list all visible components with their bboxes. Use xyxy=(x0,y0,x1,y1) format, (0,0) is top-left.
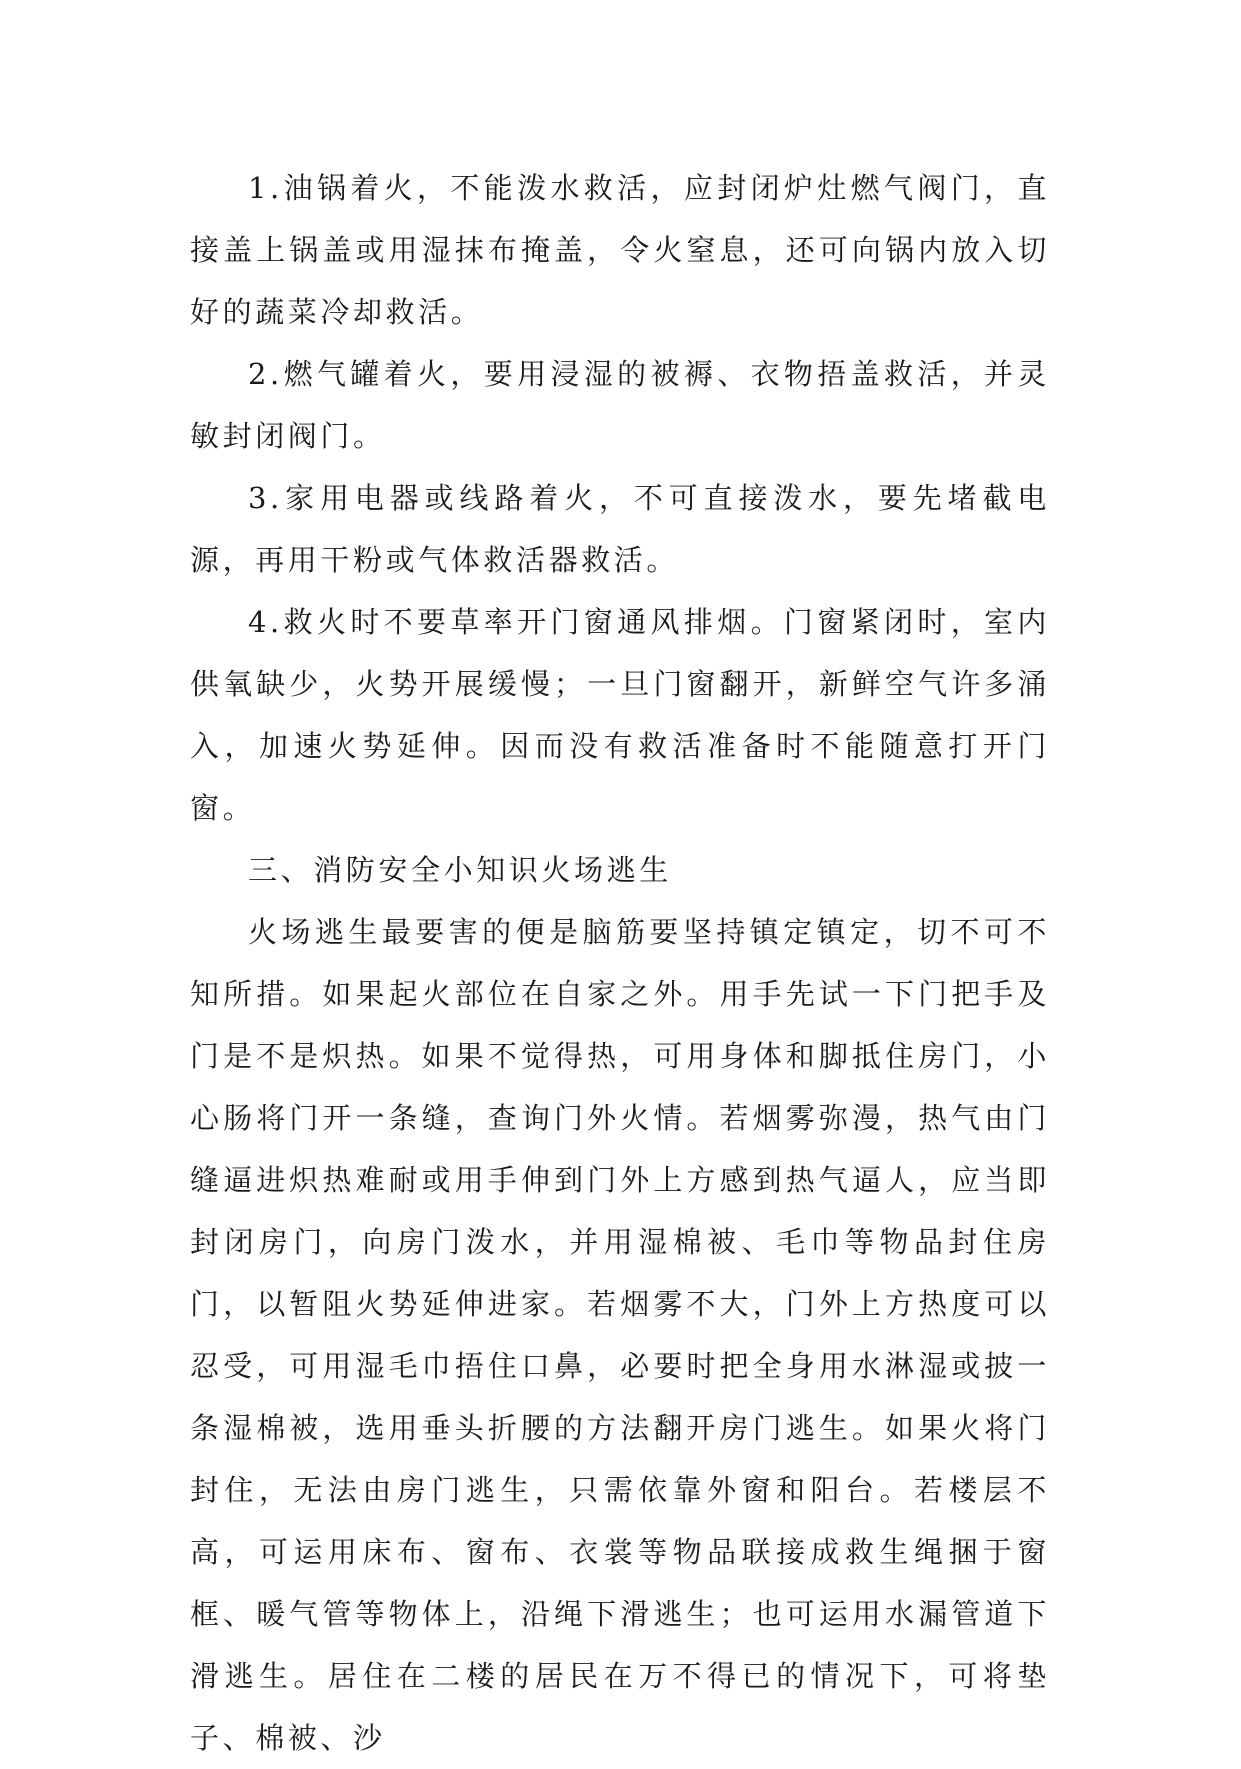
paragraph-oil-pan-fire: 1.油锅着火，不能泼水救活，应封闭炉灶燃气阀门，直接盖上锅盖或用湿抹布掩盖，令火窒息，还可向锅内放入切好的蔬菜冷却救活。 xyxy=(190,171,1050,329)
paragraph-electrical-fire: 3.家用电器或线路着火，不可直接泼水，要先堵截电源，再用干粉或气体救活器救活。 xyxy=(190,481,1050,577)
paragraph-fire-escape: 火场逃生最要害的便是脑筋要坚持镇定镇定，切不可不知所措。如果起火部位在自家之外。用手先试一下门把手及门是不是炽热。如果不觉得热，可用身体和脚抵住房门，小心肠将门开一条缝，查询门外火情。若烟雾弥漫，热气由门缝逼进炽热难耐或用手伸到门外上方感到热气逼人，应当即封闭房门，向房门泼水，并用湿棉被、毛巾等物品封住房门，以暂阻火势延伸进家。若烟雾不大，门外上方热度可以忍受，可用湿毛巾捂住口鼻，必要时把全身用水淋湿或披一条湿棉被，选用垂头折腰的方法翻开房门逃生。如果火将门封住，无法由房门逃生，只需依靠外窗和阳台。若楼层不高，可运用床布、窗布、衣裳等物品联接成救生绳捆于窗框、暖气管等物体上，沿绳下滑逃生；也可运用水漏管道下滑逃生。居住在二楼的居民在万不得已的情况下，可将垫子、棉被、沙 xyxy=(190,915,1050,1755)
document-body xyxy=(190,157,1050,1769)
section-heading-fire-escape: 三、消防安全小知识火场逃生 xyxy=(248,853,672,887)
paragraph-ventilation-warning: 4.救火时不要草率开门窗通风排烟。门窗紧闭时，室内供氧缺少，火势开展缓慢；一旦门窗翻开，新鲜空气许多涌入，加速火势延伸。因而没有救活准备时不能随意打开门窗。 xyxy=(190,605,1050,825)
paragraph-gas-tank-fire: 2.燃气罐着火，要用浸湿的被褥、衣物捂盖救活，并灵敏封闭阀门。 xyxy=(190,357,1050,453)
